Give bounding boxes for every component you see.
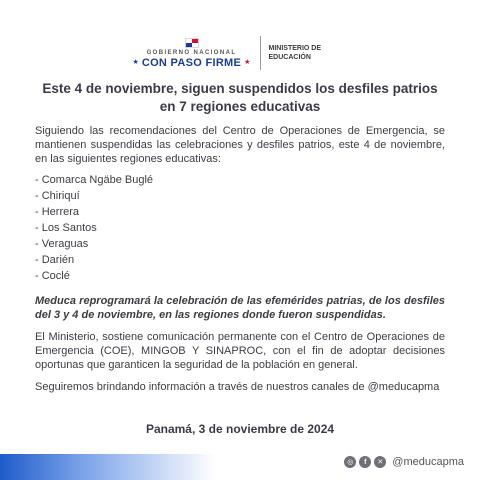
x-icon[interactable]: ✕	[374, 456, 386, 468]
header	[0, 36, 480, 70]
title-line-2: en 7 regiones educativas	[159, 99, 321, 114]
title-line-1: Este 4 de noviembre, siguen suspendidos los desfiles patrios	[42, 81, 438, 96]
ministry-paragraph: El Ministerio, sostiene comunicación permanente con el Centro de Operaciones de Emergencia (COE), MINGOB Y SINAPROC, con el fin de adoptar decisiones oportunas que garanticen la seguridad de la población en general.	[35, 331, 445, 371]
header-divider	[260, 36, 261, 70]
announcement-body	[35, 124, 445, 402]
list-item: - Veraguas	[35, 238, 89, 250]
star-icon: ★	[132, 59, 139, 66]
list-item: - Chiriquí	[35, 190, 80, 202]
intro-paragraph: Siguiendo las recomendaciones del Centro de Operaciones de Emergencia, se mantienen suspendidas las celebraciones y desfiles patrios, este 4 de noviembre, en las siguientes regiones educativas:	[35, 125, 445, 165]
date-line: Panamá, 3 de noviembre de 2024	[145, 422, 335, 436]
star-icon: ★	[244, 59, 251, 66]
regions-list	[35, 172, 445, 284]
facebook-icon[interactable]: f	[359, 456, 371, 468]
ministry-line-2: EDUCACIÓN	[268, 54, 311, 61]
ministry-logo	[269, 44, 349, 62]
list-item: - Darién	[35, 254, 75, 266]
slogan-row	[132, 57, 252, 69]
ministry-line-1: MINISTERIO DE	[268, 45, 322, 52]
list-item: - Herrera	[35, 206, 80, 218]
list-item: - Los Santos	[35, 222, 97, 234]
list-item: - Coclé	[35, 270, 70, 282]
government-label: GOBIERNO NACIONAL	[146, 49, 237, 56]
social-handle[interactable]: @meducapma	[392, 456, 464, 468]
instagram-icon[interactable]: ◎	[344, 456, 356, 468]
closing-paragraph: Seguiremos brindando información a través de nuestros canales de @meducapma	[35, 381, 440, 393]
slogan: CON PASO FIRME	[141, 56, 242, 69]
social-footer	[344, 456, 464, 468]
panama-flag-icon	[185, 38, 199, 48]
reprogram-paragraph: Meduca reprogramará la celebración de las efemérides patrias, de los desfiles del 3 y 4 de noviembre, en las regiones donde fueron suspendidas.	[35, 295, 445, 321]
list-item: - Comarca Ngäbe Buglé	[35, 174, 154, 186]
government-logo	[132, 38, 252, 69]
page-title	[30, 80, 450, 116]
